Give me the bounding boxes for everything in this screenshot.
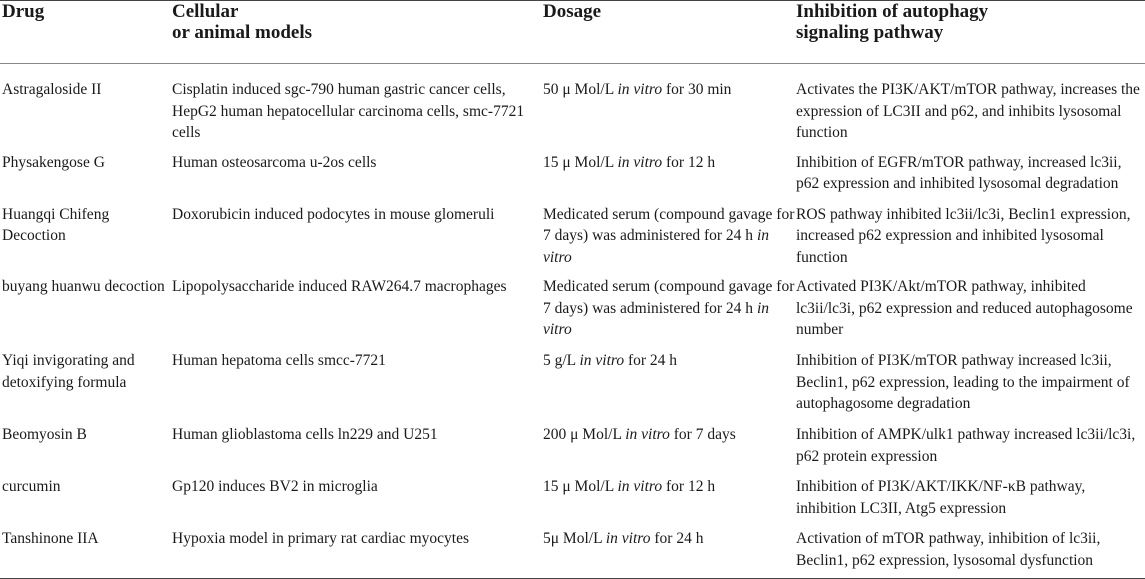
header-row — [0, 1, 1145, 64]
header-models-line2: or animal models — [172, 22, 313, 43]
header-inhibition — [796, 1, 1145, 64]
header-drug: Drug — [0, 1, 172, 64]
cell-dosage: 50 μ Mol/L in vitro for 30 min — [543, 81, 732, 98]
header-inhibition-line1: Inhibition of autophagy — [796, 1, 989, 22]
header-dosage: Dosage — [543, 1, 796, 64]
cell-models: Human glioblastoma cells ln229 and U251 — [172, 426, 438, 443]
cell-models: Gp120 induces BV2 in microglia — [172, 478, 378, 495]
cell-drug: Physakengose G — [2, 153, 105, 171]
cell-dosage: Medicated serum (compound gavage for 7 days) was administered for 24 h in vitro — [543, 278, 795, 338]
table-row — [0, 64, 1145, 149]
cell-drug: Yiqi invigorating and detoxifying formula — [2, 352, 135, 391]
cell-models: Doxorubicin induced podocytes in mouse glomeruli — [172, 205, 495, 223]
table-body — [0, 64, 1145, 579]
cell-drug: Tanshinone IIA — [0, 525, 172, 579]
cell-dosage: 5μ Mol/L in vitro for 24 h — [543, 525, 796, 579]
header-models-line1: Cellular — [172, 1, 239, 22]
cell-dosage: 15 μ Mol/L in vitro for 12 h — [543, 478, 716, 495]
table-row — [0, 525, 1145, 579]
table-header — [0, 1, 1145, 64]
cell-inhibition: ROS pathway inhibited lc3ii/lc3i, Beclin1 expression, increased p62 expression and inhibited lysosomal function — [796, 205, 1131, 266]
cell-dosage: Medicated serum (compound gavage for 7 days) was administered for 24 h in vitro — [543, 205, 795, 266]
table-row — [0, 273, 1145, 347]
cell-dosage: 15 μ Mol/L in vitro for 12 h — [543, 153, 716, 171]
cell-inhibition: Inhibition of EGFR/mTOR pathway, increased lc3ii, p62 expression and inhibited lysosomal degradation — [796, 153, 1122, 192]
cell-models: Cisplatin induced sgc-790 human gastric cancer cells, HepG2 human hepatocellular carcinoma cells, smc-7721 cells — [172, 81, 525, 141]
cell-dosage: 5 g/L in vitro for 24 h — [543, 352, 678, 369]
cell-drug: curcumin — [2, 478, 61, 495]
table-row — [0, 149, 1145, 201]
cell-models: Human osteosarcoma u-2os cells — [172, 153, 377, 171]
header-models — [172, 1, 543, 64]
cell-models: Hypoxia model in primary rat cardiac myocytes — [172, 525, 543, 579]
cell-models: Human hepatoma cells smcc-7721 — [172, 352, 386, 369]
cell-drug: Beomyosin B — [2, 426, 87, 443]
cell-inhibition: Activated PI3K/Akt/mTOR pathway, inhibited lc3ii/lc3i, p62 expression and reduced autophagosome number — [796, 278, 1133, 338]
table-row — [0, 473, 1145, 525]
table-row — [0, 421, 1145, 473]
cell-models: Lipopolysaccharide induced RAW264.7 macrophages — [172, 278, 507, 295]
cell-inhibition: Activation of mTOR pathway, inhibition of lc3ii, Beclin1, p62 expression, lysosomal dysfunction — [796, 525, 1145, 579]
cell-drug: buyang huanwu decoction — [2, 278, 165, 295]
cell-dosage: 200 μ Mol/L in vitro for 7 days — [543, 426, 736, 443]
cell-inhibition: Inhibition of PI3K/mTOR pathway increased lc3ii, Beclin1, p62 expression, leading to the impairment of autophagosome degradation — [796, 352, 1130, 412]
header-inhibition-line2: signaling pathway — [796, 22, 944, 43]
cell-inhibition: Activates the PI3K/AKT/mTOR pathway, increases the expression of LC3II and p62, and inhibits lysosomal function — [796, 81, 1140, 141]
cell-inhibition: Inhibition of AMPK/ulk1 pathway increased lc3ii/lc3i, p62 protein expression — [796, 426, 1136, 465]
table-row — [0, 201, 1145, 274]
cell-drug: Astragaloside II — [2, 81, 102, 98]
cell-inhibition: Inhibition of PI3K/AKT/IKK/NF-κB pathway, inhibition LC3II, Atg5 expression — [796, 478, 1086, 517]
cell-drug: Huangqi Chifeng Decoction — [2, 205, 110, 244]
table-row — [0, 347, 1145, 421]
